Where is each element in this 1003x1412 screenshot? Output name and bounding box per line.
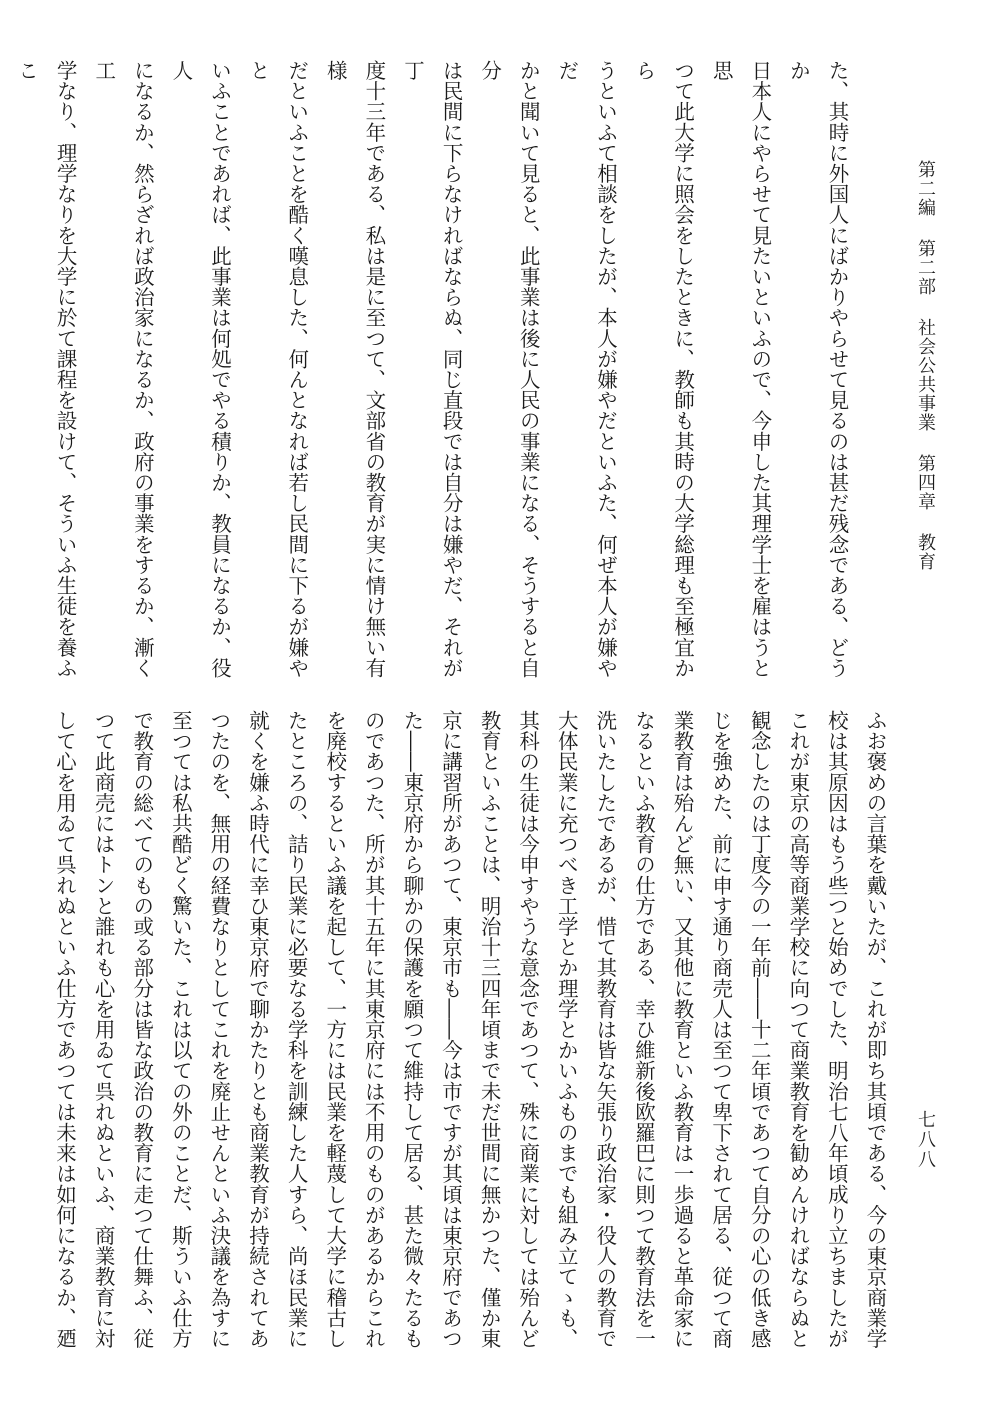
text-line: これが東京の高等商業学校に向つて商業教育を勧めんければならぬと xyxy=(785,710,810,1349)
header-topic: 教育 xyxy=(915,533,936,571)
text-line: は民間に下らなければならぬ、同じ直段では自分は嫌やだ、それが丁 xyxy=(400,60,464,678)
page-number: 七八八 xyxy=(915,1110,936,1170)
text-line: 日本人にやらせて見たいといふので、今申した其理学士を雇はうと思 xyxy=(709,60,772,678)
text-line: 教育といふことは、明治十三四年頃まで未だ世間に無かつた、僅か東 xyxy=(477,710,502,1349)
text-line: 学なり、理学なりを大学に於て課程を設けて、そういふ生徒を養ふこ xyxy=(14,60,78,678)
text-line: 大体民業に充つべき工学とか理学とかいふものまでも組み立てゝも、 xyxy=(554,710,579,1349)
text-line: うといふて相談をしたが、本人が嫌やだといふた、何ぜ本人が嫌やだ xyxy=(554,60,618,678)
header-chapter: 第四章 xyxy=(915,454,936,511)
header-part: 第二編 xyxy=(915,160,936,217)
text-line: ふお褒めの言葉を戴いたが、これが即ち其頃である、今の東京商業学 xyxy=(863,710,887,1349)
text-line: 至つては私共酷どく驚いた、これは以ての外のことだ、斯ういふ仕方 xyxy=(168,710,193,1349)
text-line: 業教育は殆んど無い、又其他に教育といふ教育は一歩過ると革命家に xyxy=(670,710,695,1349)
text-line: た、其時に外国人にばかりやらせて見るのは甚だ残念である、どうか xyxy=(786,60,849,678)
text-line: 度十三年である、私は是に至つて、文部省の教育が実に情け無い有様 xyxy=(323,60,386,678)
text-line: じを強めた、前に申す通り商売人は至つて卑下されて居る、従つて商 xyxy=(708,710,733,1349)
text-line xyxy=(0,60,7,690)
text-line: なるといふ教育の仕方である、幸ひ維新後欧羅巴に則つて教育法を一 xyxy=(631,710,656,1349)
text-line: 京に講習所があつて、東京市も――今は市ですが其頃は東京府であつ xyxy=(438,710,463,1349)
text-line: たところの、詰り民業に必要なる学科を訓練した人すら、尚ほ民業に xyxy=(284,710,309,1349)
text-line: で教育の総べてのもの或る部分は皆な政治の教育に走つて仕舞ふ、従 xyxy=(129,710,154,1349)
text-line: つたのを、無用の経費なりとしてこれを廃止せんといふ決議を為すに xyxy=(206,710,231,1349)
text-line: だといふことを酷く嘆息した、何んとなれば若し民間に下るが嫌やと xyxy=(246,60,309,678)
text-block-upper xyxy=(14,60,856,690)
text-line: して心を用ゐて呉れぬといふ仕方であつては未来は如何になるか、廼 xyxy=(52,710,77,1349)
header-subject: 社会公共事業 xyxy=(915,318,936,432)
text-line: を廃校するといふ議を起して、一方には民業を軽蔑して大学に稽古し xyxy=(322,710,347,1349)
running-header xyxy=(912,160,938,720)
text-line: 其科の生徒は今申すやうな意念であつて、殊に商業に対しては殆んど xyxy=(515,710,540,1349)
text-line: 洗いたしたであるが、惜て其教育は皆な矢張り政治家・役人の教育で xyxy=(592,710,617,1349)
text-line: つて此商売にはトンと誰れも心を用ゐて呉れぬといふ、商業教育に対 xyxy=(91,710,116,1349)
text-line: 就くを嫌ふ時代に幸ひ東京府で聊かたりとも商業教育が持続されてあ xyxy=(245,710,270,1349)
text-line: になるか、然らざれば政治家になるか、政府の事業をするか、漸く工 xyxy=(91,60,155,678)
text-line: いふことであれば、此事業は何処でやる積りか、教員になるか、役人 xyxy=(168,60,232,678)
text-line: 校は其原因はもう些つと始めでした、明治七八年頃成り立ちましたが xyxy=(824,710,849,1349)
header-section: 第二部 xyxy=(915,239,936,296)
text-line: のであつた、所が其十五年に其東京府には不用のものがあるからこれ xyxy=(361,710,386,1349)
text-line: 観念したのは丁度今の一年前――十二年頃であつて自分の心の低き感 xyxy=(747,710,772,1349)
text-line: かと聞いて見ると、此事業は後に人民の事業になる、そうすると自分 xyxy=(477,60,541,678)
text-line: た――東京府から聊かの保護を願つて維持して居る、甚た微々たるも xyxy=(399,710,424,1349)
text-line: つて此大学に照会をしたときに、教師も其時の大学総理も至極宜から xyxy=(632,60,695,678)
text-block-lower xyxy=(52,710,894,1350)
